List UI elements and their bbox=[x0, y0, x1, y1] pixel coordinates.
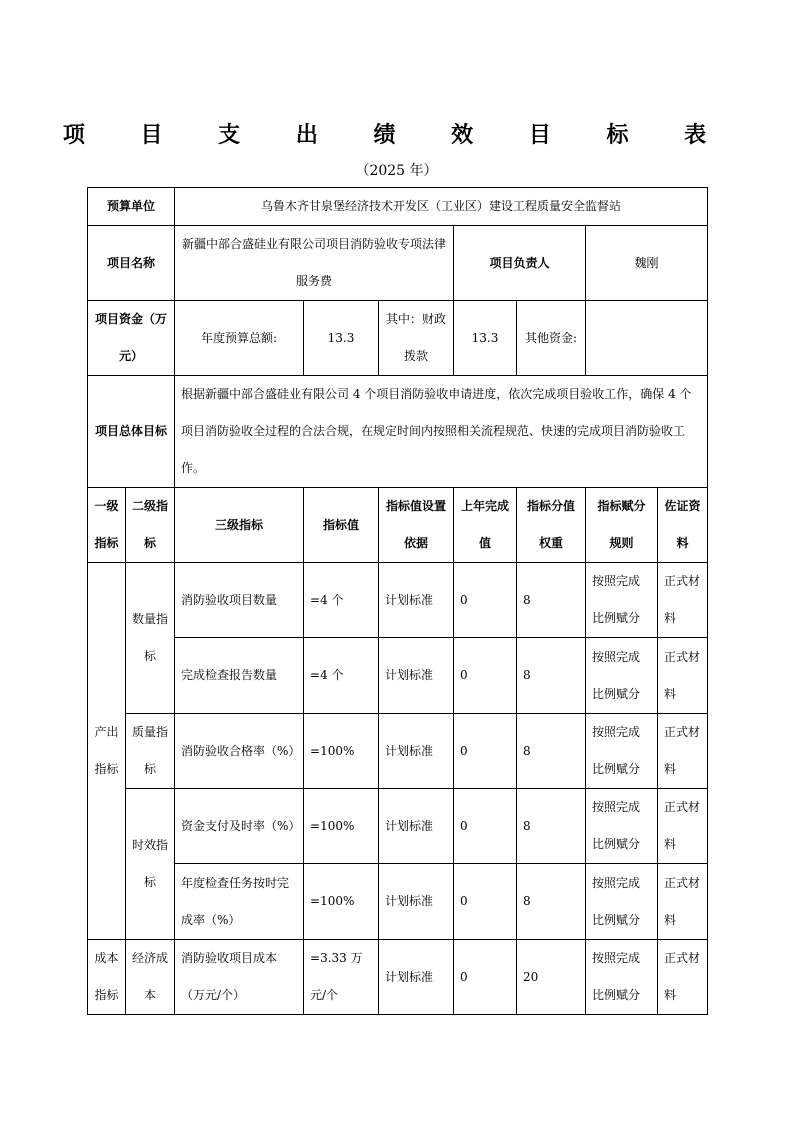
table-row bbox=[88, 638, 708, 714]
header-level2: 二级指标 bbox=[126, 488, 175, 563]
budget-unit-row bbox=[88, 188, 708, 226]
row-evidence: 正式材料 bbox=[658, 563, 708, 638]
group-output: 产出指标 bbox=[88, 563, 126, 940]
header-level3: 三级指标 bbox=[175, 488, 304, 563]
row-value: =4 个 bbox=[304, 638, 379, 714]
group-cost: 成本指标 bbox=[88, 940, 126, 1015]
header-basis: 指标值设置依据 bbox=[379, 488, 454, 563]
row-evidence: 正式材料 bbox=[658, 864, 708, 940]
row-rule: 按照完成比例赋分 bbox=[586, 563, 658, 638]
header-row bbox=[88, 488, 708, 563]
page-title: 项 目 支 出 绩 效 目 标 表 bbox=[62, 123, 731, 148]
project-name-label: 项目名称 bbox=[88, 226, 175, 301]
header-evidence: 佐证资料 bbox=[658, 488, 708, 563]
table-row bbox=[88, 714, 708, 789]
row-evidence: 正式材料 bbox=[658, 789, 708, 864]
row-rule: 按照完成比例赋分 bbox=[586, 940, 658, 1015]
row-last: 0 bbox=[454, 940, 517, 1015]
header-last-year: 上年完成值 bbox=[454, 488, 517, 563]
annual-budget-label: 年度预算总额: bbox=[175, 301, 304, 376]
funds-row bbox=[88, 301, 708, 376]
row-last: 0 bbox=[454, 714, 517, 789]
project-name-value: 新疆中部合盛硅业有限公司项目消防验收专项法律服务费 bbox=[175, 226, 454, 301]
row-basis: 计划标准 bbox=[379, 563, 454, 638]
row-value: =100% bbox=[304, 789, 379, 864]
row-rule: 按照完成比例赋分 bbox=[586, 789, 658, 864]
budget-unit-label: 预算单位 bbox=[88, 188, 175, 226]
row-last: 0 bbox=[454, 638, 517, 714]
header-level1: 一级指标 bbox=[88, 488, 126, 563]
row-basis: 计划标准 bbox=[379, 864, 454, 940]
row-last: 0 bbox=[454, 563, 517, 638]
row-last: 0 bbox=[454, 864, 517, 940]
row-name: 消防验收项目数量 bbox=[175, 563, 304, 638]
row-weight: 8 bbox=[517, 563, 586, 638]
fiscal-label: 其中：财政拨款 bbox=[379, 301, 454, 376]
row-evidence: 正式材料 bbox=[658, 638, 708, 714]
row-name: 消防验收项目成本（万元/个） bbox=[175, 940, 304, 1015]
row-value: =4 个 bbox=[304, 563, 379, 638]
performance-target-table bbox=[87, 187, 708, 1015]
row-value: =100% bbox=[304, 714, 379, 789]
row-name: 完成检查报告数量 bbox=[175, 638, 304, 714]
row-weight: 20 bbox=[517, 940, 586, 1015]
row-rule: 按照完成比例赋分 bbox=[586, 638, 658, 714]
budget-unit-value: 乌鲁木齐甘泉堡经济技术开发区（工业区）建设工程质量安全监督站 bbox=[175, 188, 708, 226]
header-rule: 指标赋分规则 bbox=[586, 488, 658, 563]
funds-label: 项目资金（万元） bbox=[88, 301, 175, 376]
row-weight: 8 bbox=[517, 714, 586, 789]
header-value: 指标值 bbox=[304, 488, 379, 563]
goal-row bbox=[88, 376, 708, 488]
table-row bbox=[88, 789, 708, 864]
group-quantity: 数量指标 bbox=[126, 563, 175, 714]
other-funds-label: 其他资金: bbox=[517, 301, 586, 376]
table-row bbox=[88, 864, 708, 940]
row-value: =100% bbox=[304, 864, 379, 940]
row-weight: 8 bbox=[517, 864, 586, 940]
row-name: 消防验收合格率（%） bbox=[175, 714, 304, 789]
row-evidence: 正式材料 bbox=[658, 714, 708, 789]
row-rule: 按照完成比例赋分 bbox=[586, 714, 658, 789]
project-lead-label: 项目负责人 bbox=[454, 226, 586, 301]
goal-label: 项目总体目标 bbox=[88, 376, 175, 488]
row-last: 0 bbox=[454, 789, 517, 864]
group-economic-cost: 经济成本 bbox=[126, 940, 175, 1015]
row-weight: 8 bbox=[517, 789, 586, 864]
table-row bbox=[88, 563, 708, 638]
row-basis: 计划标准 bbox=[379, 940, 454, 1015]
group-quality: 质量指标 bbox=[126, 714, 175, 789]
other-funds-value bbox=[586, 301, 708, 376]
group-timeliness: 时效指标 bbox=[126, 789, 175, 940]
row-name: 年度检查任务按时完成率（%） bbox=[175, 864, 304, 940]
page-subtitle-year: （2025 年） bbox=[355, 163, 438, 179]
row-name: 资金支付及时率（%） bbox=[175, 789, 304, 864]
row-rule: 按照完成比例赋分 bbox=[586, 864, 658, 940]
fiscal-value: 13.3 bbox=[454, 301, 517, 376]
table-row bbox=[88, 940, 708, 1015]
header-weight: 指标分值权重 bbox=[517, 488, 586, 563]
goal-value: 根据新疆中部合盛硅业有限公司 4 个项目消防验收申请进度，依次完成项目验收工作，确保 4 个项目消防验收全过程的合法合规，在规定时间内按照相关流程规范、快速的完成项目消防验收工作。 bbox=[175, 376, 708, 488]
project-name-row bbox=[88, 226, 708, 301]
row-evidence: 正式材料 bbox=[658, 940, 708, 1015]
row-value: =3.33 万元/个 bbox=[304, 940, 379, 1015]
row-basis: 计划标准 bbox=[379, 638, 454, 714]
row-basis: 计划标准 bbox=[379, 714, 454, 789]
project-lead-value: 魏刚 bbox=[586, 226, 708, 301]
annual-budget-value: 13.3 bbox=[304, 301, 379, 376]
row-weight: 8 bbox=[517, 638, 586, 714]
row-basis: 计划标准 bbox=[379, 789, 454, 864]
